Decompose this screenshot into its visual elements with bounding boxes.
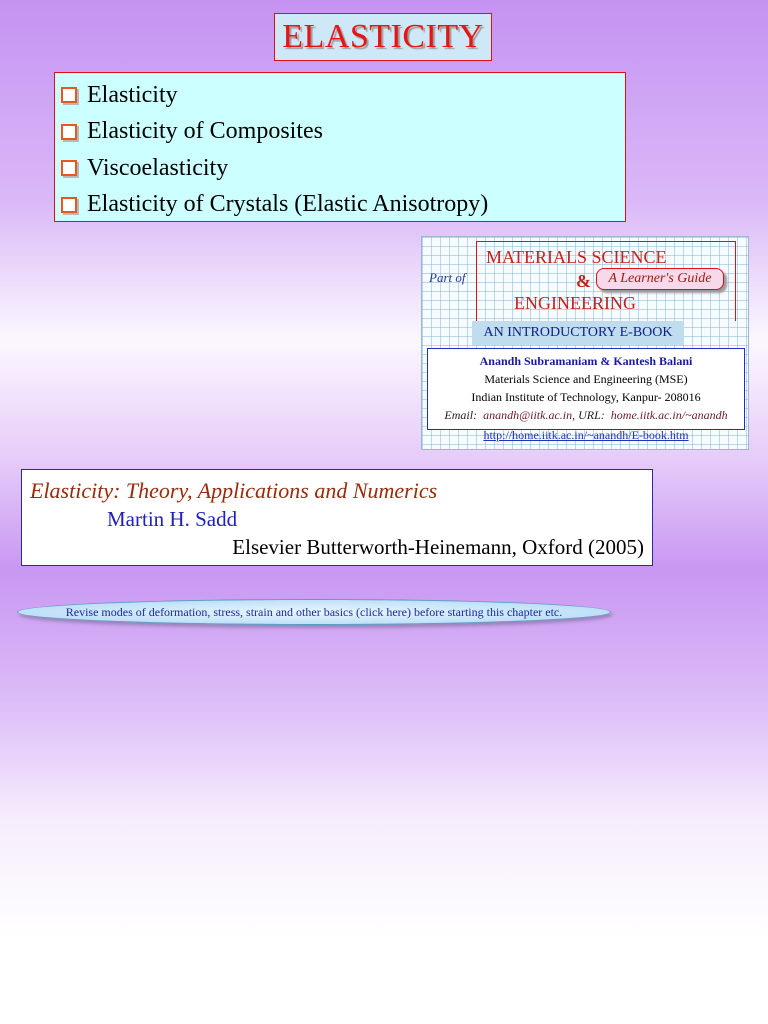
topic-label: Elasticity of Crystals (Elastic Anisotropy) — [87, 191, 489, 218]
checkbox-bullet-icon — [61, 197, 77, 213]
ebook-subtitle: AN INTRODUCTORY E-BOOK — [472, 321, 684, 345]
reference-title: Elasticity: Theory, Applications and Numerics — [30, 478, 438, 503]
department-line — [428, 370, 744, 388]
department-abbr: (MSE) — [654, 372, 688, 386]
topic-label: Viscoelasticity — [87, 154, 229, 181]
topic-label: Elasticity of Composites — [87, 118, 323, 145]
ebook-title-line2: ENGINEERING — [514, 293, 636, 313]
checkbox-bullet-icon — [61, 124, 77, 140]
slide-title: ELASTICITY — [282, 18, 484, 55]
topic-label: Elasticity — [87, 81, 178, 108]
reference-publisher: Elsevier Butterworth-Heinemann, Oxford (2005) — [232, 535, 644, 559]
title-box — [274, 13, 492, 61]
revise-basics-button[interactable]: Revise modes of deformation, stress, strain and other basics (click here) before starting this chapter etc. — [17, 599, 611, 625]
checkbox-bullet-icon — [61, 160, 77, 176]
checkbox-bullet-icon — [61, 87, 77, 103]
authors-names: Anandh Subramaniam & Kantesh Balani — [479, 354, 693, 368]
authors-card — [427, 348, 745, 430]
email-label: Email: — [444, 408, 478, 422]
topics-list — [54, 72, 626, 222]
homepage-url: home.iitk.ac.in/~anandh — [610, 408, 728, 422]
part-of-label: Part of — [429, 270, 466, 285]
department-name: Materials Science and Engineering — [484, 372, 652, 386]
reference-author: Martin H. Sadd — [107, 507, 238, 531]
reference-box — [21, 469, 653, 566]
url-label: URL: — [578, 408, 605, 422]
ebook-banner — [421, 236, 749, 450]
learners-guide-badge: A Learner's Guide — [596, 268, 724, 290]
topic-item — [55, 150, 625, 187]
ebook-link[interactable]: http://home.iitk.ac.in/~anandh/E-book.htm — [483, 428, 689, 442]
ebook-title-line1: MATERIALS SCIENCE — [486, 247, 667, 267]
email-address: anandh@iitk.ac.in, — [483, 408, 576, 422]
topic-item — [55, 77, 625, 114]
topic-item — [55, 114, 625, 151]
ebook-title-ampersand: & — [576, 271, 591, 291]
contact-line — [428, 406, 744, 424]
topic-item — [55, 187, 625, 224]
institute-line: Indian Institute of Technology, Kanpur- 208016 — [471, 390, 701, 404]
